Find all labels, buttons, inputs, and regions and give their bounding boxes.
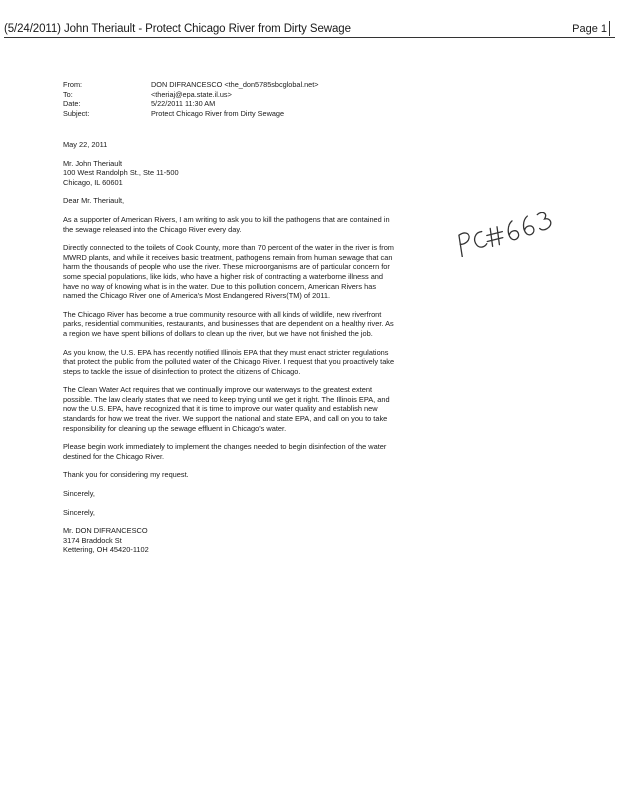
page-header <box>0 20 619 40</box>
date-label: Date: <box>63 99 81 109</box>
email-metadata <box>63 80 319 118</box>
header-rule <box>4 37 615 38</box>
to-value: <theriaj@epa.state.il.us> <box>151 89 232 99</box>
recipient-address <box>63 159 398 188</box>
page-mark <box>609 21 615 36</box>
handwritten-stamp <box>450 212 560 257</box>
closing: Sincerely, <box>63 507 95 517</box>
meta-date-row <box>63 99 319 109</box>
date-value: 5/22/2011 11:30 AM <box>151 99 216 109</box>
paragraph: The Chicago River has become a true community resource with all kinds of wildlife, new riverfront parks, residential communities, restaurants, and businesses that are dependent on a healthy river. As a region we have spent billions of dollars to clean up the river, but we have not finished the job. <box>63 309 394 338</box>
from-value: DON DIFRANCESCO <the_don5785sbcglobal.net> <box>151 80 319 89</box>
meta-subject-row <box>63 109 319 119</box>
signature-street: 3174 Braddock St <box>63 535 122 545</box>
paragraph: Thank you for considering my request. <box>63 470 189 480</box>
salutation: Dear Mr. Theriault, <box>63 196 125 206</box>
from-label: From: <box>63 80 83 89</box>
letter-date: May 22, 2011 <box>63 140 108 149</box>
page-number: Page 1 <box>572 23 607 35</box>
header-title: (5/24/2011) John Theriault - Protect Chicago River from Dirty Sewage <box>4 23 351 35</box>
closing: Sincerely, <box>63 489 95 499</box>
subject-value: Protect Chicago River from Dirty Sewage <box>151 108 285 118</box>
recipient-street: 100 West Randolph St., Ste 11-500 <box>63 168 179 178</box>
signature-city: Kettering, OH 45420-1102 <box>63 545 149 555</box>
paragraph: As you know, the U.S. EPA has recently notified Illinois EPA that they must enact stricter regulations that protect the public from the polluted water of the Chicago River. I request that you proactively take steps to tackle the issue of disinfection to protect the citizens of Chicago. <box>63 347 395 376</box>
signature-name: Mr. DON DIFRANCESCO <box>63 526 148 536</box>
recipient-name: Mr. John Theriault <box>63 158 123 168</box>
paragraph: Please begin work immediately to implement the changes needed to begin disinfection of the water destined for the Chicago River. <box>63 442 387 461</box>
subject-label: Subject: <box>63 108 90 118</box>
paragraph: The Clean Water Act requires that we continually improve our waterways to the greatest extent possible. The law clearly states that we need to keep trying until we get it right. The Illinois EPA, and now the U.S. EPA, have recognized that it is time to improve our water quality and establish new standards for how we treat the river. We support the national and state EPA, and call on you to take responsibility for cleaning up the sewage effluent in Chicago's water. <box>63 385 390 433</box>
paragraph: As a supporter of American Rivers, I am writing to ask you to kill the pathogens that are contained in the sewage released into the Chicago River every day. <box>63 214 390 234</box>
recipient-city: Chicago, IL 60601 <box>63 177 123 187</box>
meta-to-row <box>63 90 319 100</box>
paragraph: Directly connected to the toilets of Cook County, more than 70 percent of the water in the river is from MWRD plants, and while it receives basic treatment, pathogens remain from human sewage that can harm the thousands of people who use the river. These microorganisms are of particular concern for some special populations, like kids, who have a higher risk of contracting a waterborne illness and have no way of knowing what is in the water. Due to this pollution concern, American Rivers has named the Chicago River one of America's Most Endangered Rivers(TM) of 2011. <box>63 243 394 301</box>
meta-from-row <box>63 80 319 90</box>
signature-block <box>63 526 398 555</box>
letter-body <box>63 140 398 564</box>
to-label: To: <box>63 89 73 99</box>
